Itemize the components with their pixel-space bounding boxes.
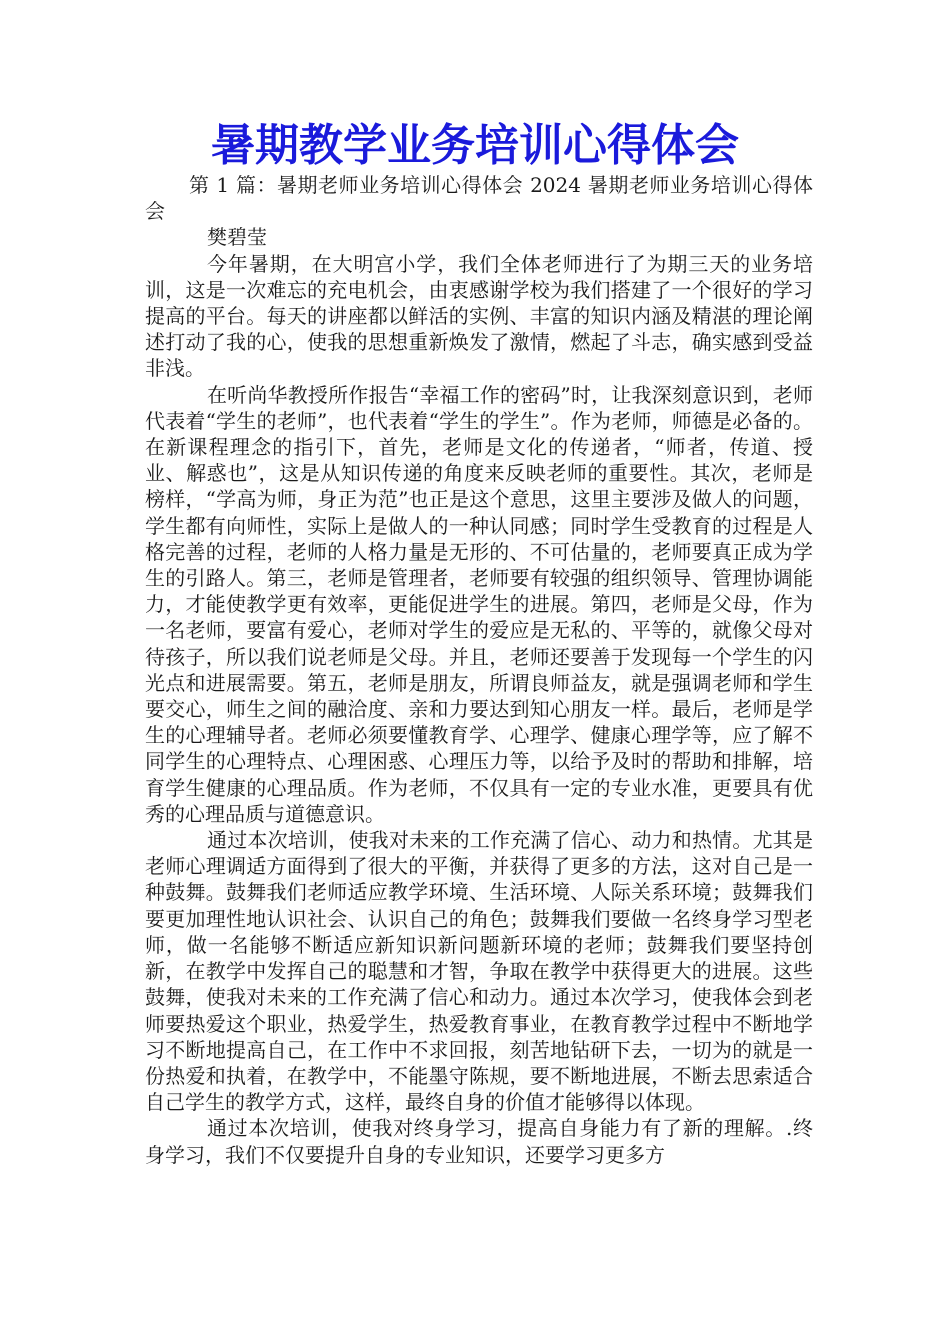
body-paragraph: 在听尚华教授所作报告“幸福工作的密码”时，让我深刻意识到，老师代表着“学生的老师”，也代表着“学生的学生”。作为老师，师德是必备的。在新课程理念的指引下，首先，老师是文化的传递者，“师者，传道、授业、解惑也”，这是从知识传递的角度来反映老师的重要性。其次，老师是榜样，“学高为师，身正为范”也正是这个意思，这里主要涉及做人的问题，学生都有向师性，实际上是做人的一种认同感；同时学生受教育的过程是人格完善的过程，老师的人格力量是无形的、不可估量的，老师要真正成为学生的引路人。第三，老师是管理者，老师要有较强的组织领导、管理协调能力，才能使教学更有效率，更能促进学生的进展。第四，老师是父母，作为一名老师，要富有爱心，老师对学生的爱应是无私的、平等的，就像父母对待孩子，所以我们说老师是父母。并且，老师还要善于发现每一个学生的闪光点和进展需要。第五，老师是朋友，所谓良师益友，就是强调老师和学生要交心，师生之间的融洽度、亲和力要达到知心朋友一样。最后，老师是学生的心理辅导者。老师必须要懂教育学、心理学、健康心理学等，应了解不同学生的心理特点、心理困惑、心理压力等，以给予及时的帮助和排解，培育学生健康的心理品质。作为老师，不仅具有一定的专业水准，更要具有优秀的心理品质与道德意识。 (145, 382, 813, 826)
body-paragraph: 通过本次培训，使我对未来的工作充满了信心、动力和热情。尤其是老师心理调适方面得到了很大的平衡，并获得了更多的方法，这对自己是一种鼓舞。鼓舞我们老师适应教学环境、生活环境、人际关系环境；鼓舞我们要更加理性地认识社会、认识自己的角色；鼓舞我们要做一名终身学习型老师，做一名能够不断适应新知识新问题新环境的老师；鼓舞我们要坚持创新，在教学中发挥自己的聪慧和才智，争取在教学中获得更大的进展。这些鼓舞，使我对未来的工作充满了信心和动力。通过本次学习，使我体会到老师要热爱这个职业，热爱学生，热爱教育事业，在教育教学过程中不断地学习不断地提高自己，在工作中不求回报，刻苦地钻研下去，一切为的就是一份热爱和执着，在教学中，不能墨守陈规，要不断地进展，不断去思索适合自己学生的教学方式，这样，最终自身的价值才能够得以体现。 (145, 828, 813, 1115)
document-body (145, 172, 813, 1168)
author-name: 樊碧莹 (207, 225, 267, 250)
section-heading: 第 1 篇：暑期老师业务培训心得体会 2024 暑期老师业务培训心得体会 (145, 173, 813, 224)
document-title: 暑期教学业务培训心得体会 (211, 120, 739, 171)
body-paragraph: 通过本次培训，使我对终身学习，提高自身能力有了新的理解。.终身学习，我们不仅要提升自身的专业知识，还要学习更多方 (145, 1116, 813, 1167)
body-paragraph: 今年暑期，在大明宫小学，我们全体老师进行了为期三天的业务培训，这是一次难忘的充电机会，由衷感谢学校为我们搭建了一个很好的学习提高的平台。每天的讲座都以鲜活的实例、丰富的知识内涵及精湛的理论阐述打动了我的心，使我的思想重新焕发了激情，燃起了斗志，确实感到受益非浅。 (145, 251, 813, 381)
